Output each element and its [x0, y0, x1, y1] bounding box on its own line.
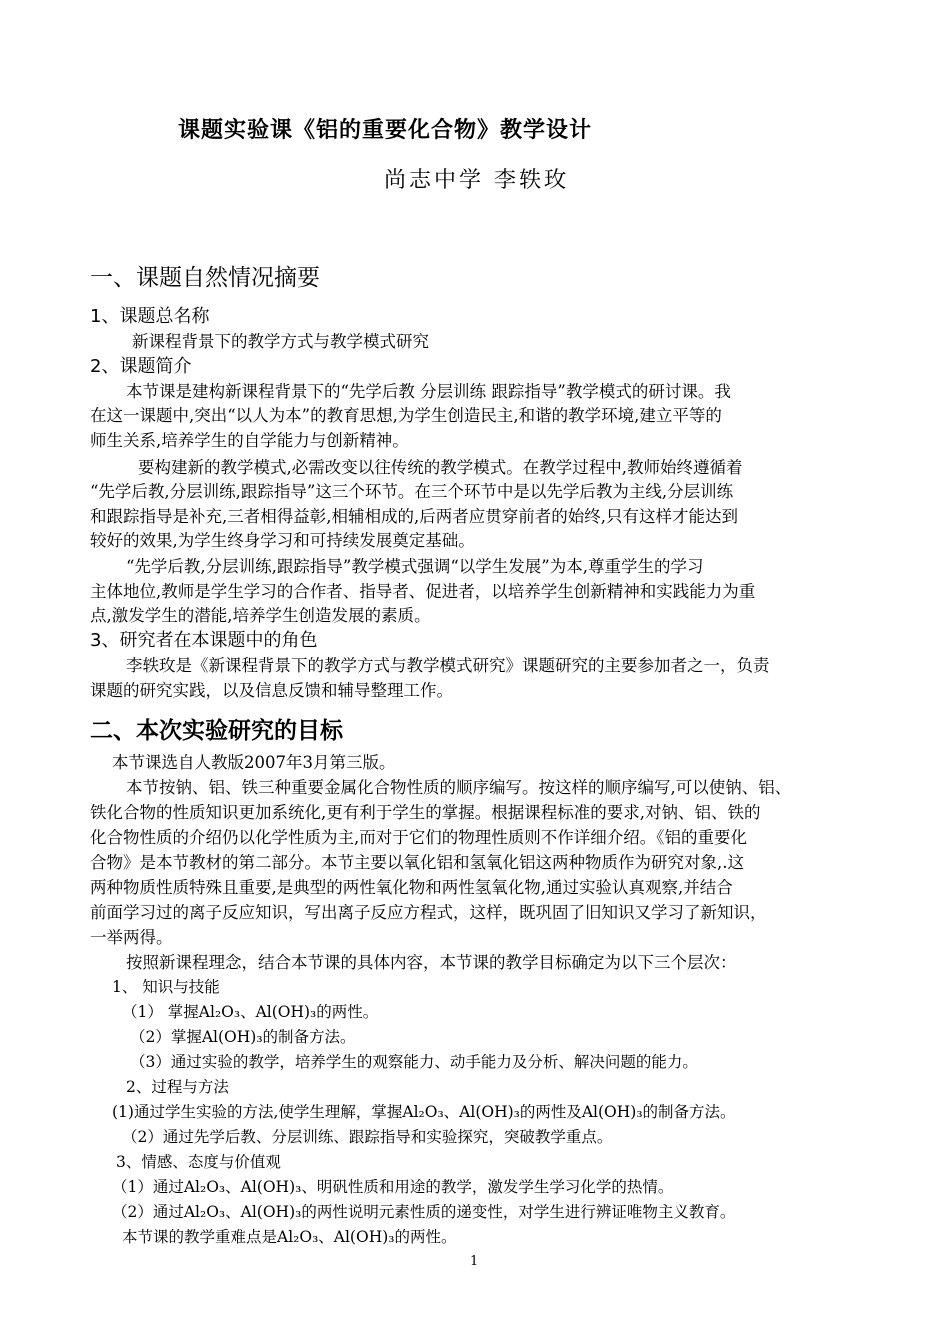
- paragraph-line: 师生关系,培养学生的自学能力与创新精神。: [90, 431, 409, 450]
- paragraph-line: 前面学习过的离子反应知识，写出离子反应方程式，这样，既巩固了旧知识又学习了新知识，: [90, 903, 767, 922]
- paragraph-line: 要构建新的教学模式,必需改变以往传统的教学模式。在教学过程中,教师始终遵循着: [138, 458, 743, 477]
- paragraph-line: 本节课是建构新课程背景下的“先学后教 分层训练 跟踪指导”教学模式的研讨课。我: [126, 382, 731, 401]
- objective-item: （1） 掌握Al₂O₃、Al(OH)₃的两性。: [122, 1003, 379, 1021]
- paragraph-line: “先学后教,分层训练,跟踪指导”教学模式强调“以学生发展”为本,尊重学生的学习: [126, 557, 704, 576]
- paragraph-line: 点,激发学生的潜能,培养学生创造发展的素质。: [90, 606, 431, 625]
- section2-heading: 二、本次实验研究的目标: [90, 718, 343, 744]
- paragraph-line: 本节课选自人教版2007年3月第三版。: [112, 753, 396, 772]
- paragraph-line: 本节按钠、铝、铁三种重要金属化合物性质的顺序编写。按这样的顺序编写,可以使钠、铝、: [126, 778, 792, 797]
- paragraph-line: 李轶玫是《新课程背景下的教学方式与教学模式研究》课题研究的主要参加者之一，负责: [126, 656, 770, 675]
- paragraph-line: 主体地位,教师是学生学习的合作者、指导者、促进者，以培养学生创新精神和实践能力为重: [90, 582, 756, 601]
- section1-heading: 一、课题自然情况摘要: [90, 265, 320, 291]
- document-title: 课题实验课《铝的重要化合物》教学设计: [178, 118, 593, 143]
- author-line: 尚志中学 李轶玫: [384, 168, 569, 193]
- objective-heading: 2、过程与方法: [126, 1078, 229, 1096]
- objective-heading: 3、情感、态度与价值观: [116, 1153, 281, 1171]
- paragraph-line: 合物》是本节教材的第二部分。本节主要以氧化铝和氢氧化铝这两种物质作为研究对象,.这: [90, 853, 744, 872]
- page-number: 1: [470, 1254, 479, 1269]
- objective-item: （2）掌握Al(OH)₃的制备方法。: [130, 1028, 356, 1046]
- paragraph-line: 较好的效果,为学生终身学习和可持续发展奠定基础。: [90, 531, 475, 550]
- objective-item: （3）通过实验的教学，培养学生的观察能力、动手能力及分析、解决问题的能力。: [130, 1053, 698, 1071]
- sub1-text: 新课程背景下的教学方式与教学模式研究: [132, 332, 429, 351]
- paragraph-line: “先学后教,分层训练,跟踪指导”这三个环节。在三个环节中是以先学后教为主线,分层训练: [90, 482, 734, 501]
- paragraph-line: 一举两得。: [90, 928, 173, 947]
- paragraph-line: 铁化合物的性质知识更加系统化,更有利于学生的掌握。根据课程标准的要求,对钠、铝、铁的: [90, 803, 761, 822]
- paragraph-line: 按照新课程理念，结合本节课的具体内容，本节课的教学目标确定为以下三个层次：: [126, 953, 737, 972]
- objective-item: （2）通过先学后教、分层训练、跟踪指导和实验探究，突破教学重点。: [122, 1128, 613, 1146]
- objective-item: (1)通过学生实验的方法,使学生理解，掌握Al₂O₃、Al(OH)₃的两性及Al(OH)₃的制备方法。: [112, 1103, 736, 1121]
- objective-item: （1）通过Al₂O₃、Al(OH)₃、明矾性质和用途的教学，激发学生学习化学的热情。: [112, 1178, 674, 1196]
- sub3-heading: 3、研究者在本课题中的角色: [90, 630, 318, 651]
- paragraph-line: 在这一课题中,突出“以人为本”的教育思想,为学生创造民主,和谐的教学环境,建立平等的: [90, 406, 722, 425]
- sub1-heading: 1、课题总名称: [90, 306, 210, 327]
- paragraph-line: 和跟踪指导是补充,三者相得益彰,相辅相成的,后两者应贯穿前者的始终,只有这样才能达到: [90, 507, 738, 526]
- paragraph-line: 课题的研究实践，以及信息反馈和辅导整理工作。: [90, 681, 453, 700]
- key-difficulty-line: 本节课的教学重难点是Al₂O₃、Al(OH)₃的两性。: [122, 1228, 457, 1246]
- paragraph-line: 两种物质性质特殊且重要,是典型的两性氧化物和两性氢氧化物,通过实验认真观察,并结合: [90, 878, 733, 897]
- paragraph-line: 化合物性质的介绍仍以化学性质为主,而对于它们的物理性质则不作详细介绍。《铝的重要化: [90, 828, 747, 847]
- objective-heading: 1、 知识与技能: [112, 978, 220, 996]
- sub2-heading: 2、课题简介: [90, 356, 192, 377]
- objective-item: （2）通过Al₂O₃、Al(OH)₃的两性说明元素性质的递变性，对学生进行辨证唯物主义教育。: [112, 1203, 736, 1221]
